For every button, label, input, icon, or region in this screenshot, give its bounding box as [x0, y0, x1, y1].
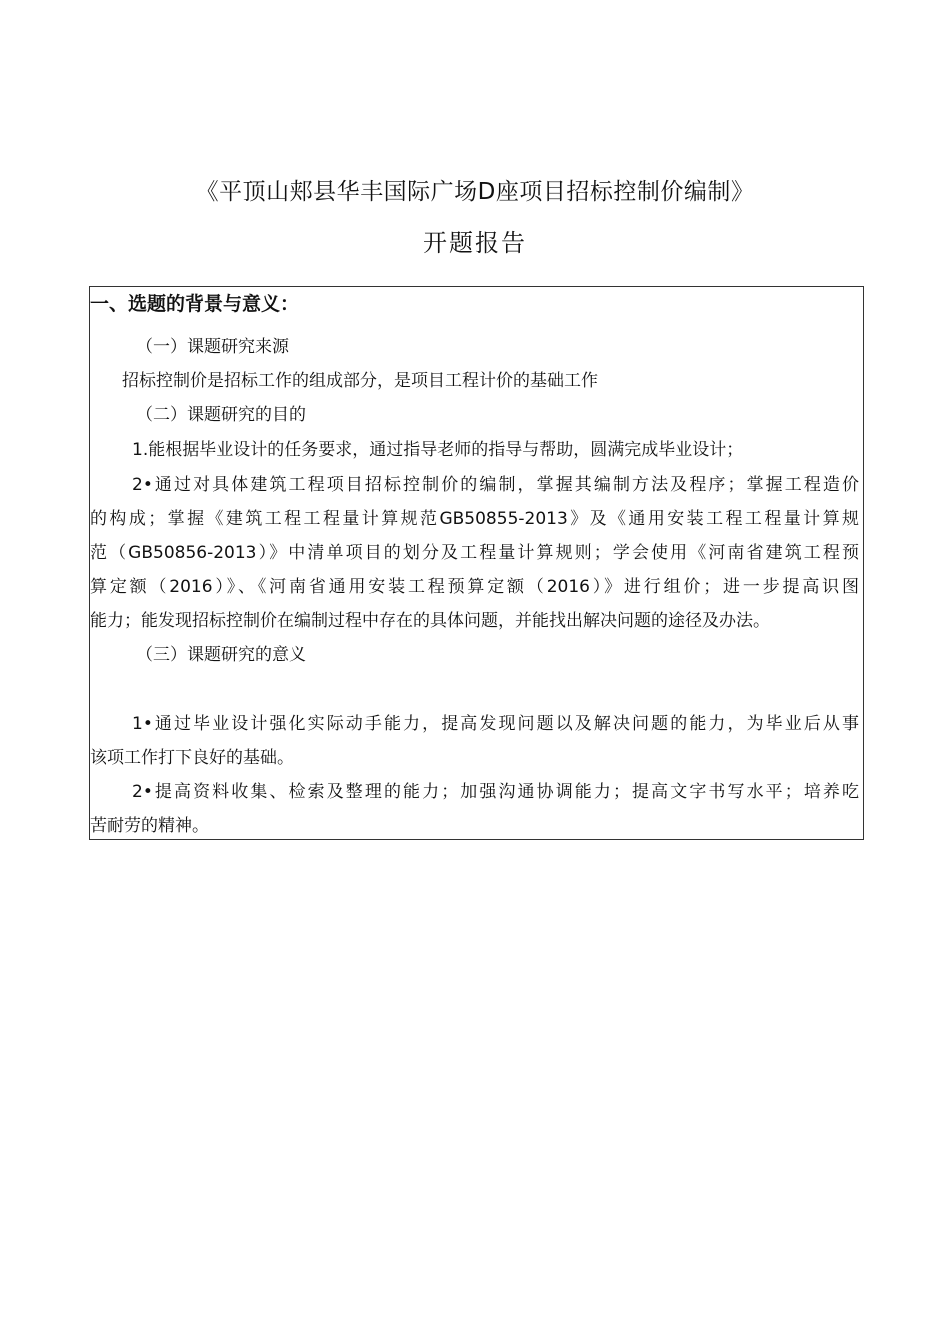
source-text: 招标控制价是招标工作的组成部分，是项目工程计价的基础工作: [122, 371, 598, 391]
content-box: [89, 286, 864, 840]
meaning-item-2-line-2: 苦耐劳的精神。: [90, 816, 209, 836]
subheading-meaning: （三）课题研究的意义: [136, 645, 306, 665]
meaning-item-1-line-2: 该项工作打下良好的基础。: [90, 748, 294, 768]
purpose-item-2-line-5: 能力；能发现招标控制价在编制过程中存在的具体问题，并能找出解决问题的途径及办法。: [90, 611, 770, 631]
section-heading: 一、选题的背景与意义：: [90, 293, 300, 315]
purpose-item-1: 1.能根据毕业设计的任务要求，通过指导老师的指导与帮助，圆满完成毕业设计；: [132, 440, 744, 460]
subheading-source: （一）课题研究来源: [136, 337, 289, 357]
meaning-item-1-line-1: 1•通过毕业设计强化实际动手能力，提高发现问题以及解决问题的能力，为毕业后从事: [132, 714, 859, 734]
purpose-item-2-line-2: 的构成；掌握《建筑工程工程量计算规范GB50855-2013》及《通用安装工程工程量计算规: [90, 509, 859, 529]
purpose-item-2-line-4: 算定额（2016）》、《河南省通用安装工程预算定额（2016）》进行组价；进一步提高识图: [90, 577, 859, 597]
purpose-item-2-line-3: 范（GB50856-2013）》中清单项目的划分及工程量计算规则；学会使用《河南省建筑工程预: [90, 543, 859, 563]
purpose-item-2-line-1: 2•通过对具体建筑工程项目招标控制价的编制，掌握其编制方法及程序；掌握工程造价: [132, 475, 859, 495]
document-title: 《平顶山郏县华丰国际广场D座项目招标控制价编制》: [195, 179, 755, 205]
subheading-purpose: （二）课题研究的目的: [136, 405, 306, 425]
document-subtitle: 开题报告: [423, 229, 527, 257]
meaning-item-2-line-1: 2•提高资料收集、检索及整理的能力；加强沟通协调能力；提高文字书写水平；培养吃: [132, 782, 859, 802]
